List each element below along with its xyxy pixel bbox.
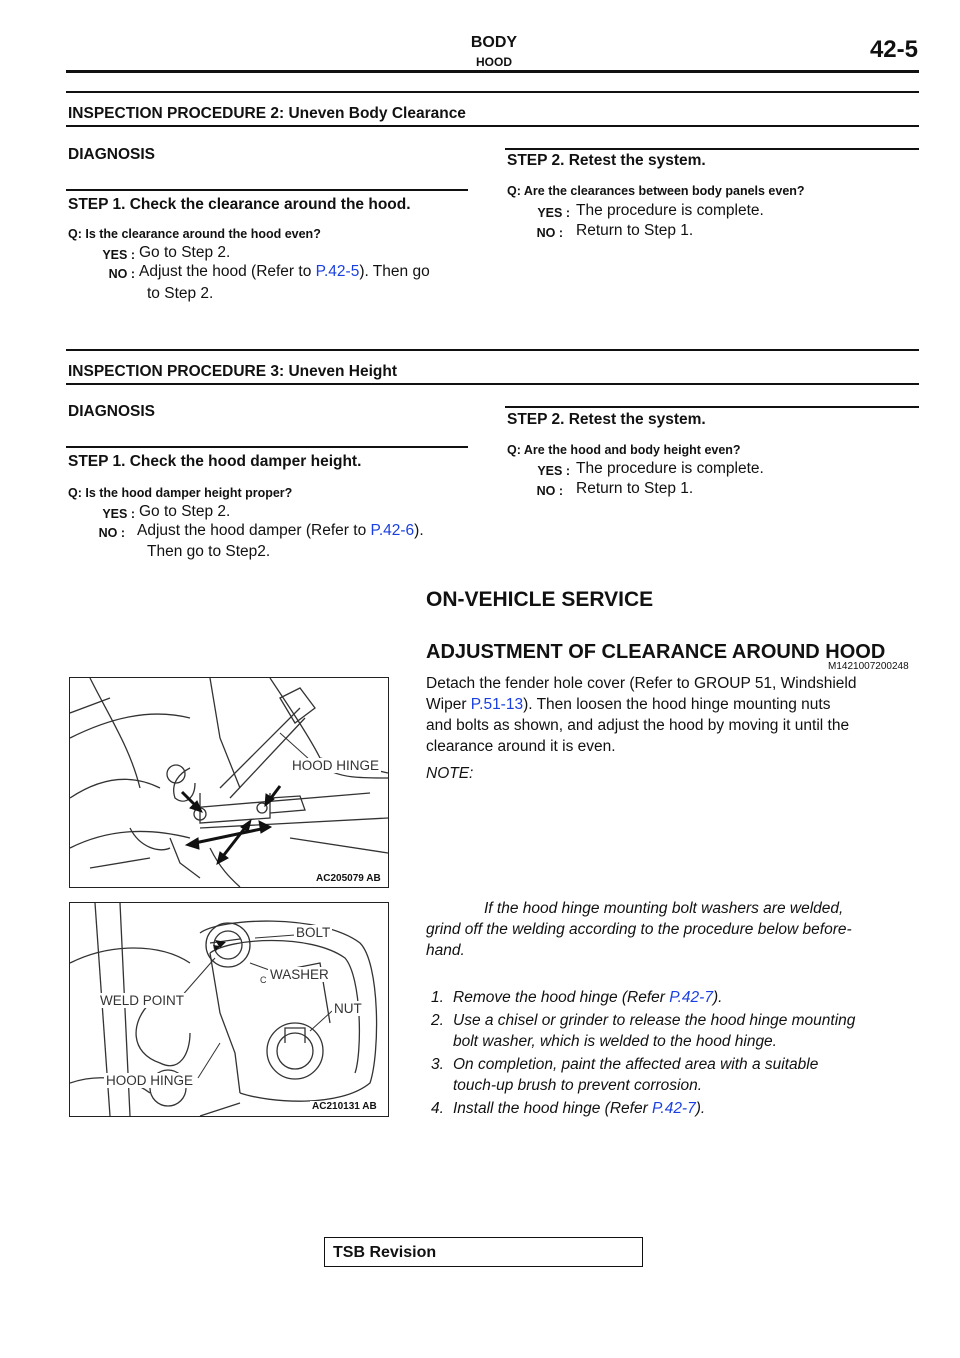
text-line: grind off the welding according to the procedure below before- <box>426 921 852 938</box>
list-number: 3. <box>431 1056 444 1073</box>
bolt-label: BOLT <box>296 925 331 940</box>
figure-id-suffix: AB <box>366 873 381 884</box>
figure-id-code: AC210131 <box>312 1101 360 1112</box>
hood-hinge-illustration <box>70 678 388 887</box>
list-item <box>431 1054 931 1096</box>
no-answer-cont: Then go to Step2. <box>147 543 271 560</box>
text-line: Detach the fender hole cover (Refer to GROUP 51, Windshield <box>426 675 857 692</box>
no-label: NO : <box>536 226 563 240</box>
yes-answer: Go to Step 2. <box>139 503 231 520</box>
hood-hinge-label: HOOD HINGE <box>106 1073 194 1088</box>
page-link[interactable]: P.42-7 <box>652 1100 696 1117</box>
divider <box>66 91 919 93</box>
service-subtitle: ADJUSTMENT OF CLEARANCE AROUND HOOD <box>426 641 886 663</box>
service-paragraph <box>426 673 926 757</box>
no-answer: Return to Step 1. <box>576 222 694 239</box>
proc2-step1-title: STEP 1. Check the clearance around the hood. <box>68 196 411 213</box>
hood-hinge-label: HOOD HINGE <box>292 758 380 773</box>
no-label: NO : <box>98 526 125 540</box>
proc2-title: INSPECTION PROCEDURE 2: Uneven Body Clearance <box>68 105 466 122</box>
list-text <box>453 1054 818 1096</box>
list-number: 2. <box>431 1012 444 1029</box>
no-answer: Return to Step 1. <box>576 480 694 497</box>
text-line: ). Then loosen the hood hinge mounting nuts <box>523 696 831 713</box>
list-text: Remove the hood hinge (Refer <box>453 989 670 1006</box>
proc2-diagnosis: DIAGNOSIS <box>68 146 155 163</box>
yes-label: YES : <box>102 248 135 262</box>
divider <box>66 125 919 127</box>
figure-id <box>310 1101 379 1112</box>
no-answer-text: Adjust the hood (Refer to <box>139 263 316 280</box>
list-item <box>431 1098 931 1119</box>
proc2-step2-question: Q: Are the clearances between body panels even? <box>507 184 805 198</box>
page-link[interactable]: P.42-7 <box>669 989 713 1006</box>
proc3-step1-question: Q: Is the hood damper height proper? <box>68 486 293 500</box>
no-answer <box>139 263 430 281</box>
text-line: bolt washer, which is welded to the hood hinge. <box>453 1033 777 1050</box>
list-number: 1. <box>431 989 444 1006</box>
text-line: hand. <box>426 942 465 959</box>
header-rule <box>66 70 919 73</box>
tsb-revision-label: TSB Revision <box>333 1244 437 1261</box>
weld-point-label: WELD POINT <box>100 993 185 1008</box>
list-text <box>453 1098 705 1119</box>
text-line: clearance around it is even. <box>426 738 616 755</box>
service-title: ON-VEHICLE SERVICE <box>426 588 654 611</box>
procedure-list <box>431 987 931 1119</box>
no-answer-text: Adjust the hood damper (Refer to <box>137 522 371 539</box>
text-line: and bolts as shown, and adjust the hood by moving it until the <box>426 717 850 734</box>
yes-answer: The procedure is complete. <box>576 202 764 219</box>
weld-point-figure <box>69 902 389 1117</box>
list-item <box>431 1010 931 1052</box>
proc3-step1-title: STEP 1. Check the hood damper height. <box>68 453 362 470</box>
divider <box>66 446 468 448</box>
text-line: Wiper <box>426 696 471 713</box>
list-text: Install the hood hinge (Refer <box>453 1100 653 1117</box>
proc3-step2-question: Q: Are the hood and body height even? <box>507 443 741 457</box>
tsb-revision-box <box>324 1237 643 1267</box>
divider <box>66 189 468 191</box>
text-line <box>426 694 926 715</box>
no-label: NO : <box>108 267 135 281</box>
list-text <box>453 1010 855 1052</box>
header-section: BODY <box>470 34 518 51</box>
figure-id <box>314 873 383 884</box>
yes-answer: Go to Step 2. <box>139 244 231 261</box>
list-text: ). <box>712 989 723 1006</box>
yes-label: YES : <box>537 464 570 478</box>
text-line: Use a chisel or grinder to release the hood hinge mounting <box>453 1012 856 1029</box>
no-answer-cont: to Step 2. <box>147 285 214 302</box>
divider <box>505 148 919 150</box>
divider <box>66 349 919 351</box>
page-link[interactable]: P.51-13 <box>470 696 524 713</box>
nut-label: NUT <box>334 1001 362 1016</box>
list-text: ). <box>695 1100 706 1117</box>
figure-id-code: AC205079 <box>316 873 364 884</box>
yes-label: YES : <box>102 507 135 521</box>
no-answer-text: ). Then go <box>359 263 430 280</box>
no-answer <box>137 522 424 540</box>
divider <box>505 406 919 408</box>
note-text <box>426 898 926 961</box>
yes-answer: The procedure is complete. <box>576 460 764 477</box>
yes-label: YES : <box>537 206 570 220</box>
header-subsection: HOOD <box>476 55 512 69</box>
hood-hinge-figure <box>69 677 389 888</box>
no-answer-text: ). <box>414 522 424 539</box>
page-number: 42-5 <box>869 36 918 63</box>
washer-c-label: C <box>260 975 267 985</box>
proc2-step2-title: STEP 2. Retest the system. <box>507 152 706 169</box>
list-text <box>453 987 722 1008</box>
proc3-title: INSPECTION PROCEDURE 3: Uneven Height <box>68 363 397 380</box>
page-link[interactable]: P.42-6 <box>370 522 415 539</box>
divider <box>66 383 919 385</box>
text-line: If the hood hinge mounting bolt washers are welded, <box>484 900 844 917</box>
list-number: 4. <box>431 1100 444 1117</box>
no-label: NO : <box>536 484 563 498</box>
washer-label: WASHER <box>270 967 329 982</box>
text-line: On completion, paint the affected area with a suitable <box>453 1056 819 1073</box>
service-code: M1421007200248 <box>828 661 909 672</box>
proc3-step2-title: STEP 2. Retest the system. <box>507 411 706 428</box>
note-label: NOTE: <box>426 765 474 782</box>
page-link[interactable]: P.42-5 <box>315 263 360 280</box>
figure-id-suffix: AB <box>362 1101 377 1112</box>
proc3-diagnosis: DIAGNOSIS <box>68 403 155 420</box>
proc2-step1-question: Q: Is the clearance around the hood even? <box>68 227 321 241</box>
list-item <box>431 987 931 1008</box>
text-line: touch-up brush to prevent corrosion. <box>453 1077 702 1094</box>
